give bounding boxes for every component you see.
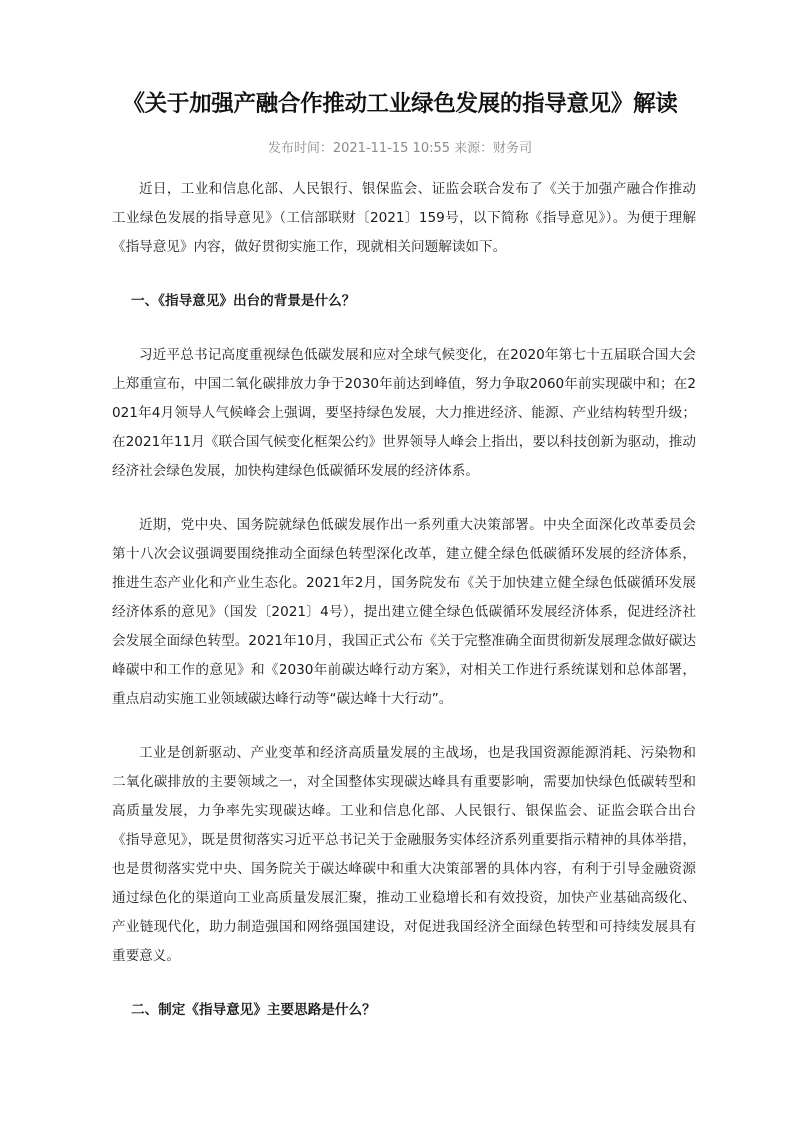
section-2-heading: 二、制定《指导意见》主要思路是什么？ xyxy=(131,1002,376,1018)
section-1-paragraph-2: 近期，党中央、国务院就绿色低碳发展作出一系列重大决策部署。中央全面深化改革委员会第十八次会议强调要围绕推动全面绿色转型深化改革，建立健全绿色低碳循环发展的经济体系，推进生态产业化和产业生态化。2021年2月，国务院发布《关于加快建立健全绿色低碳循环发展经济体系的意见》（国发〔2021〕4号），提出建立健全绿色低碳循环发展经济体系，促进经济社会发展全面绿色转型。2021年10月，我国正式公布《关于完整准确全面贯彻新发展理念做好碳达峰碳中和工作的意见》和《2030年前碳达峰行动方案》，对相关工作进行系统谋划和总体部署，重点启动实施工业领域碳达峰行动等“碳达峰十大行动”。 xyxy=(112,517,696,707)
article-body xyxy=(112,175,696,1025)
section-1-paragraph-3: 工业是创新驱动、产业变革和经济高质量发展的主战场，也是我国资源能源消耗、污染物和二氧化碳排放的主要领域之一，对全国整体实现碳达峰具有重要影响，需要加快绿色低碳转型和高质量发展，力争率先实现碳达峰。工业和信息化部、人民银行、银保监会、证监会联合出台《指导意见》，既是贯彻落实习近平总书记关于金融服务实体经济系列重要指示精神的具体举措，也是贯彻落实党中央、国务院关于碳达峰碳中和重大决策部署的具体内容，有利于引导金融资源通过绿色化的渠道向工业高质量发展汇聚，推动工业稳增长和有效投资，加快产业基础高级化、产业链现代化，助力制造强国和网络强国建设，对促进我国经济全面绿色转型和可持续发展具有重要意义。 xyxy=(112,745,696,964)
publish-meta: 发布时间：2021-11-15 10:55 来源：财务司 xyxy=(267,141,533,156)
section-1-heading: 一、《指导意见》出台的背景是什么？ xyxy=(131,293,356,309)
intro-paragraph: 近日，工业和信息化部、人民银行、银保监会、证监会联合发布了《关于加强产融合作推动工业绿色发展的指导意见》（工信部联财〔2021〕159号，以下简称《指导意见》）。为便于理解《指导意见》内容，做好贯彻实施工作，现就相关问题解读如下。 xyxy=(112,181,696,255)
page-title: 《关于加强产融合作推动工业绿色发展的指导意见》解读 xyxy=(122,91,678,117)
section-1-paragraph-1: 习近平总书记高度重视绿色低碳发展和应对全球气候变化，在2020年第七十五届联合国大会上郑重宣布，中国二氧化碳排放力争于2030年前达到峰值，努力争取2060年前实现碳中和；在2021年4月领导人气候峰会上强调，要坚持绿色发展，大力推进经济、能源、产业结构转型升级；在2021年11月《联合国气候变化框架公约》世界领导人峰会上指出，要以科技创新为驱动，推动经济社会绿色发展，加快构建绿色低碳循环发展的经济体系。 xyxy=(112,347,696,479)
